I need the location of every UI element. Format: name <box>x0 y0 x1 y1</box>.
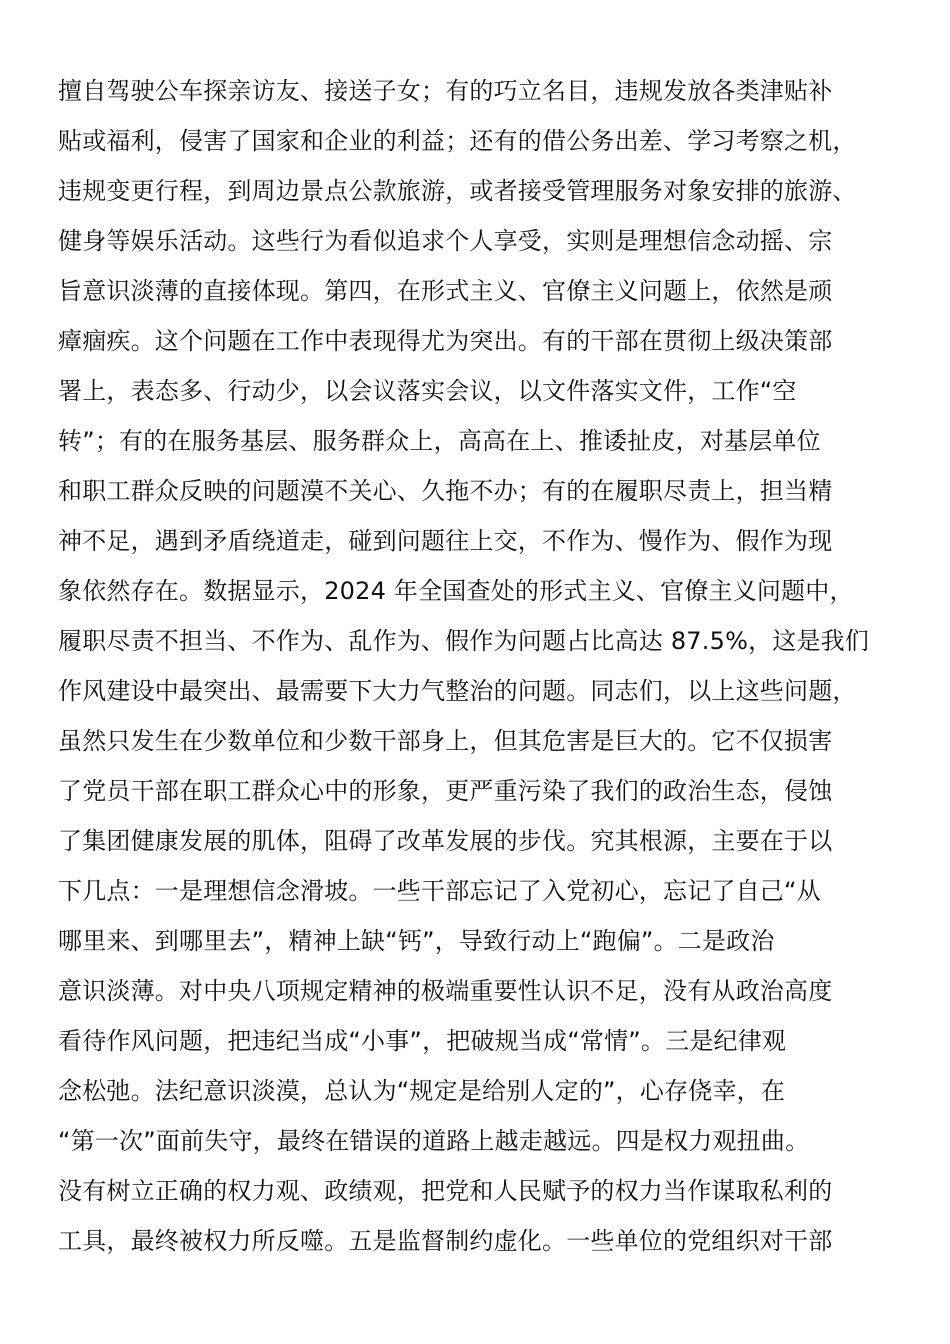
text-line: 念松弛。法纪意识淡漠，总认为“规定是给别人定的”，心存侥幸，在 <box>58 1077 786 1105</box>
text-line: 违规变更行程，到周边景点公款旅游，或者接受管理服务对象安排的旅游、 <box>58 177 857 205</box>
text-line: 了党员干部在职工群众心中的形象，更严重污染了我们的政治生态，侵蚀 <box>58 777 833 805</box>
text-line: 虽然只发生在少数单位和少数干部身上，但其危害是巨大的。它不仅损害 <box>58 727 833 755</box>
text-line: 工具，最终被权力所反噬。五是监督制约虚化。一些单位的党组织对干部 <box>58 1227 833 1255</box>
text-line: 意识淡薄。对中央八项规定精神的极端重要性认识不足，没有从政治高度 <box>58 977 833 1005</box>
text-line: 哪里来、到哪里去”，精神上缺“钙”，导致行动上“跑偏”。二是政治 <box>58 927 775 955</box>
text-line: 署上，表态多、行动少，以会议落实会议，以文件落实文件，工作“空 <box>58 377 797 405</box>
text-line: 看待作风问题，把违纪当成“小事”，把破规当成“常情”。三是纪律观 <box>58 1027 787 1055</box>
body-text <box>58 66 898 1266</box>
text-line: 瘴痼疾。这个问题在工作中表现得尤为突出。有的干部在贯彻上级决策部 <box>58 327 833 355</box>
text-line: 作风建设中最突出、最需要下大力气整治的问题。同志们，以上这些问题， <box>58 677 857 705</box>
text-line: 了集团健康发展的肌体，阻碍了改革发展的步伐。究其根源，主要在于以 <box>58 827 833 855</box>
text-line: 旨意识淡薄的直接体现。第四，在形式主义、官僚主义问题上，依然是顽 <box>58 277 833 305</box>
text-line: 神不足，遇到矛盾绕道走，碰到问题往上交，不作为、慢作为、假作为现 <box>58 527 833 555</box>
text-line: 履职尽责不担当、不作为、乱作为、假作为问题占比高达 87.5%，这是我们 <box>58 627 870 655</box>
text-line: “第一次”面前失守，最终在错误的道路上越走越远。四是权力观扭曲。 <box>58 1127 810 1155</box>
text-line: 和职工群众反映的问题漠不关心、久拖不办；有的在履职尽责上，担当精 <box>58 477 833 505</box>
text-line: 象依然存在。数据显示，2024 年全国查处的形式主义、官僚主义问题中， <box>58 577 854 605</box>
text-line: 擅自驾驶公车探亲访友、接送子女；有的巧立名目，违规发放各类津贴补 <box>58 77 833 105</box>
text-line: 下几点：一是理想信念滑坡。一些干部忘记了入党初心，忘记了自己“从 <box>58 877 821 905</box>
text-line: 健身等娱乐活动。这些行为看似追求个人享受，实则是理想信念动摇、宗 <box>58 227 833 255</box>
text-line: 转”；有的在服务基层、服务群众上，高高在上、推诿扯皮，对基层单位 <box>58 427 821 455</box>
text-line: 没有树立正确的权力观、政绩观，把党和人民赋予的权力当作谋取私利的 <box>58 1177 833 1205</box>
text-line: 贴或福利，侵害了国家和企业的利益；还有的借公务出差、学习考察之机， <box>58 127 857 155</box>
